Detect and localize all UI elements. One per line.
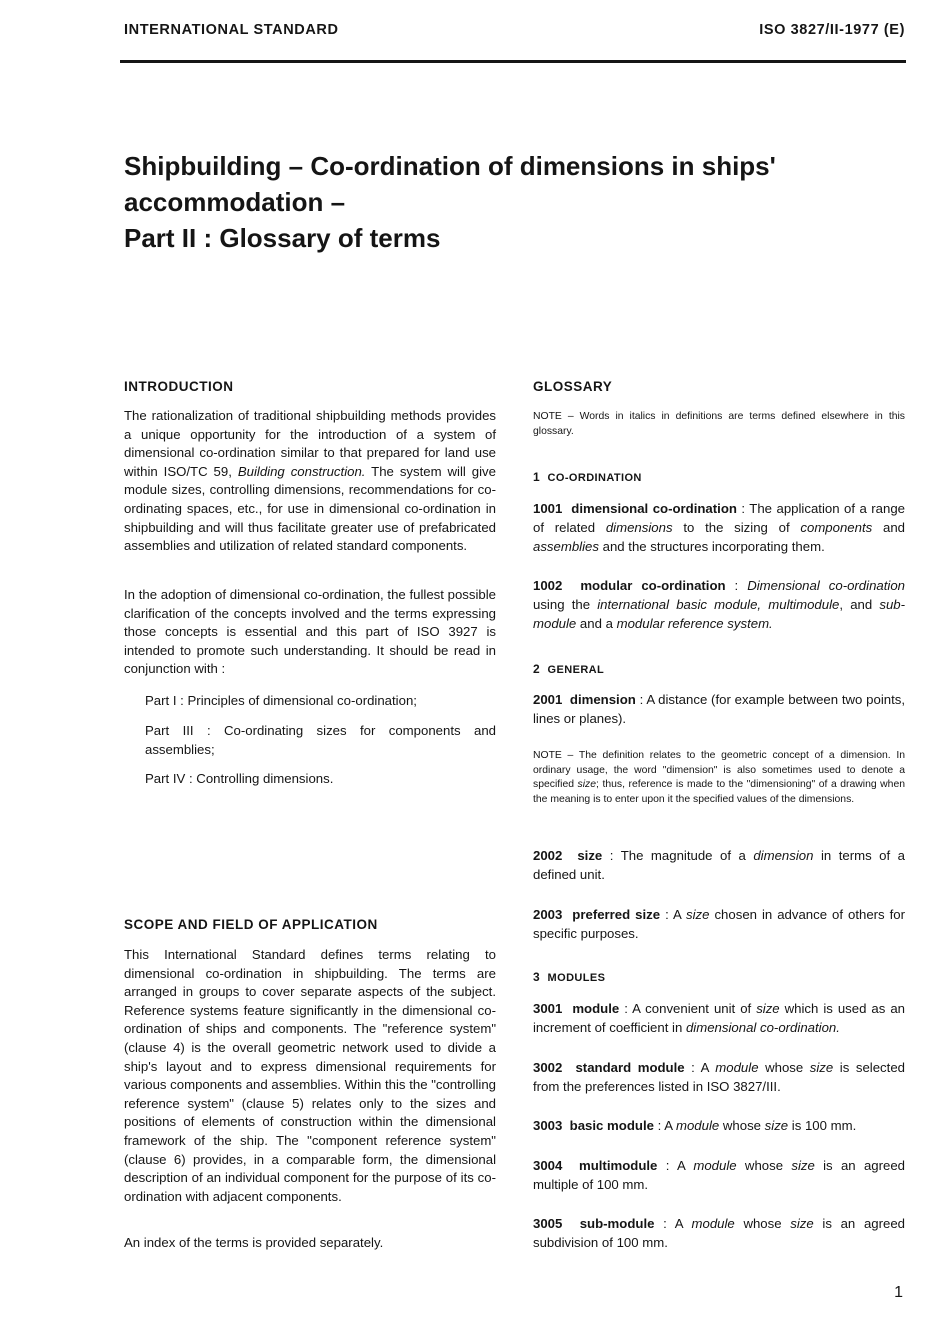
scope-heading: SCOPE AND FIELD OF APPLICATION <box>124 917 378 932</box>
group-heading-modules: 3 MODULES <box>533 970 606 984</box>
title-line-3: Part II : Glossary of terms <box>124 223 441 253</box>
glossary-entry-2003: 2003 preferred size : A size chosen in advance of others for specific purposes. <box>533 907 906 941</box>
glossary-heading: GLOSSARY <box>533 379 613 394</box>
glossary-entry-1001: 1001 dimensional co-ordination : The application of a range of related dimensions to the sizing of components and assemblies and the structures incorporating them. <box>533 501 905 554</box>
introduction-paragraph-1: The rationalization of traditional shipbuilding methods provides a unique opportunity for the introduction of a system of dimensional co-ordination similar to that prepared for land use within ISO/TC 59, Building construction. The system will give module sizes, controlling dimensions, recommendations for co-ordinating spaces, etc., for use in dimensional co-ordination in shipbuilding and will thus facilitate greater use of prefabricated assemblies and utilization of related standard components. <box>124 408 496 554</box>
glossary-entry-2002: 2002 size : The magnitude of a dimension in terms of a defined unit. <box>533 848 905 882</box>
glossary-entry-2001: 2001 dimension : A distance (for example between two points, lines or planes). <box>533 692 906 726</box>
group-heading-coordination: 1 CO-ORDINATION <box>533 470 642 484</box>
document-type-label: INTERNATIONAL STANDARD <box>124 22 339 38</box>
glossary-entry-3005: 3005 sub-module : A module whose size is an agreed subdivision of 100 mm. <box>533 1216 906 1250</box>
glossary-entry-3001: 3001 module : A convenient unit of size which is used as an increment of coefficient in dimensional co-ordination. <box>533 1001 905 1035</box>
glossary-entry-3004: 3004 multimodule : A module whose size is an agreed multiple of 100 mm. <box>533 1158 906 1192</box>
standard-number: ISO 3827/II-1977 (E) <box>759 22 905 38</box>
glossary-note: NOTE – Words in italics in definitions are terms defined elsewhere in this glossary. <box>533 411 905 437</box>
introduction-heading: INTRODUCTION <box>124 379 234 394</box>
glossary-entry-3002: 3002 standard module : A module whose size is selected from the preferences listed in ISO 3827/III. <box>533 1060 905 1094</box>
title-line-2: accommodation – <box>124 187 346 217</box>
part-reference-1: Part I : Principles of dimensional co-ordination; <box>145 693 417 708</box>
introduction-paragraph-2: In the adoption of dimensional co-ordination, the fullest possible clarification of the concepts involved and the terms expressing those concepts is essential and this part of ISO 3927 is intended to promote such understanding. It should be read in conjunction with : <box>124 587 496 677</box>
glossary-entry-3003: 3003 basic module : A module whose size is 100 mm. <box>533 1118 857 1133</box>
scope-paragraph-1: This International Standard defines terms relating to dimensional co-ordination in shipbuilding. The terms are arranged in groups to cover separate aspects of the subject. Reference systems feature significantly in the dimensional co-ordination of ships and components. The "reference system" (clause 4) is the overall geometric network used to divide a ship's layout and to express dimensional requirements for various components and assemblies. Within this the "controlling reference system" (clause 5) relates only to the sizes and positions of elements of construction within the dimensional framework of the ship. The "component reference system" (clause 6) provides, in a comparable form, the dimensional description of an individual component for the purpose of its co-ordination with adjacent components. <box>124 947 496 1204</box>
glossary-entry-1002: 1002 modular co-ordination : Dimensional co-ordination using the international basic module, multimodule, and sub-module and a modular reference system. <box>533 578 906 631</box>
glossary-note-2001: NOTE – The definition relates to the geometric concept of a dimension. In ordinary usage, the word "dimension" is also sometimes used to denote a specified size; thus, reference is made to the "dimensioning" of a drawing when the meaning is to enter upon it the specified values of the dimensions. <box>533 750 905 805</box>
part-reference-3: Part III : Co-ordinating sizes for components and assemblies; <box>145 723 496 757</box>
title-line-1: Shipbuilding – Co-ordination of dimensions in ships' <box>124 151 776 181</box>
page-number: 1 <box>894 1284 903 1301</box>
part-reference-4: Part IV : Controlling dimensions. <box>145 771 334 786</box>
document-title <box>124 148 884 256</box>
header-rule <box>120 60 906 63</box>
scope-paragraph-2: An index of the terms is provided separately. <box>124 1235 384 1250</box>
group-heading-general: 2 GENERAL <box>533 662 605 676</box>
